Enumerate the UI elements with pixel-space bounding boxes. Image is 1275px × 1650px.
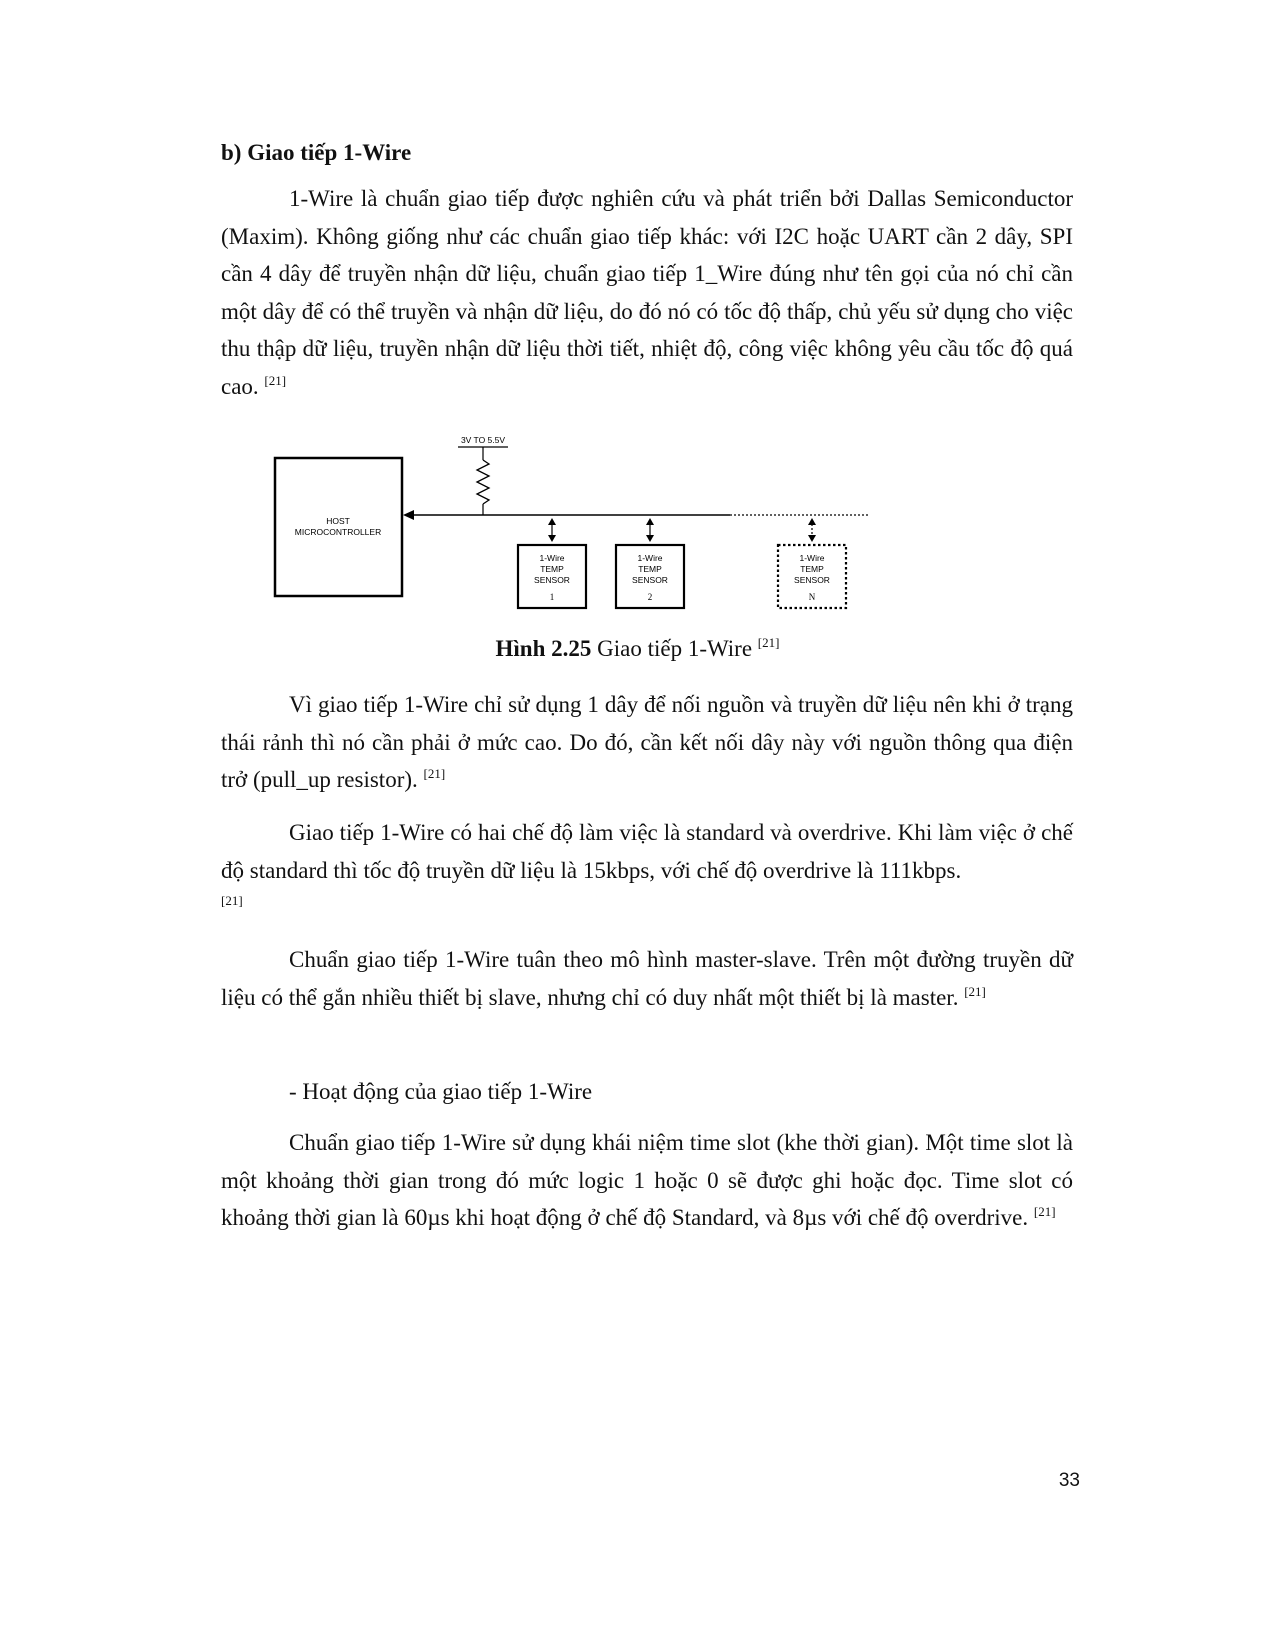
svg-text:SENSOR: SENSOR <box>632 575 668 585</box>
sensor-id: 1 <box>549 592 555 602</box>
svg-text:TEMP: TEMP <box>800 564 824 574</box>
sensor-id: 2 <box>647 592 653 602</box>
section-heading: b) Giao tiếp 1-Wire <box>221 140 412 165</box>
svg-text:1-Wire: 1-Wire <box>539 553 565 563</box>
figure-caption <box>0 634 1275 664</box>
sensor-id: N <box>808 592 816 602</box>
paragraph-text: Chuẩn giao tiếp 1-Wire sử dụng khái niệm time slot (khe thời gian). Một time slot là một khoảng thời gian trong đó mức logic 1 hoặc 0 sẽ được ghi hoặc đọc. Time slot có khoảng thời gian là 60µs khi hoạt động ở chế độ Standard, và 8µs với chế độ overdrive. <box>221 1130 1073 1230</box>
host-label-line1: HOST <box>326 516 350 526</box>
figure-label: Hình 2.25 <box>495 636 592 661</box>
paragraph-text: Chuẩn giao tiếp 1-Wire tuân theo mô hình master-slave. Trên một đường truyền dữ liệu có thể gắn nhiều thiết bị slave, nhưng chỉ có duy nhất một thiết bị là master. <box>221 947 1073 1010</box>
svg-text:TEMP: TEMP <box>638 564 662 574</box>
citation: [21] <box>1033 1204 1056 1219</box>
paragraph-text: Vì giao tiếp 1-Wire chỉ sử dụng 1 dây để nối nguồn và truyền dữ liệu nên khi ở trạng thái rảnh thì nó cần phải ở mức cao. Do đó, cần kết nối dây này với nguồn thông qua điện trở (pull_up resistor). <box>221 692 1073 792</box>
bus-arrowhead <box>403 510 414 520</box>
subsection-item <box>221 1073 1073 1111</box>
citation: [21] <box>757 635 780 650</box>
figure-caption-text: Giao tiếp 1-Wire <box>597 636 753 661</box>
citation: [21] <box>423 766 446 781</box>
svg-text:1-Wire: 1-Wire <box>637 553 663 563</box>
citation: [21] <box>964 983 986 999</box>
svg-text:TEMP: TEMP <box>540 564 564 574</box>
supply-voltage-label: 3V TO 5.5V <box>460 435 506 445</box>
pull-up-resistor <box>477 460 489 504</box>
paragraph <box>221 1124 1073 1237</box>
paragraph <box>221 686 1073 799</box>
paragraph <box>221 814 1073 889</box>
paragraph-text: Giao tiếp 1-Wire có hai chế độ làm việc là standard và overdrive. Khi làm việc ở chế độ standard thì tốc độ truyền dữ liệu là 15kbps, với chế độ overdrive là 111kbps. <box>221 820 1073 883</box>
one-wire-diagram <box>0 0 1275 660</box>
paragraph-text: - Hoạt động của giao tiếp 1-Wire <box>289 1079 593 1104</box>
svg-text:SENSOR: SENSOR <box>794 575 830 585</box>
paragraph <box>221 941 1073 1016</box>
host-label-line2: MICROCONTROLLER <box>294 527 382 537</box>
citation: [21] <box>264 372 287 388</box>
svg-text:1-Wire: 1-Wire <box>799 553 825 563</box>
citation: [21] <box>221 893 243 908</box>
paragraph-text: 1-Wire là chuẩn giao tiếp được nghiên cứu và phát triển bởi Dallas Semiconductor (Maxim). Không giống như các chuẩn giao tiếp khác: với I2C hoặc UART cần 2 dây, SPI cần 4 dây để truyền nhận dữ liệu, chuẩn giao tiếp 1_Wire đúng như tên gọi của nó chỉ cần một dây để có thể truyền và nhận dữ liệu, do đó nó có tốc độ thấp, chủ yếu sử dụng cho việc thu thập dữ liệu, truyền nhận dữ liệu thời tiết, nhiệt độ, công việc không yêu cầu tốc độ quá cao. <box>221 186 1073 399</box>
page-number: 33 <box>1058 1470 1080 1491</box>
svg-text:SENSOR: SENSOR <box>534 575 570 585</box>
